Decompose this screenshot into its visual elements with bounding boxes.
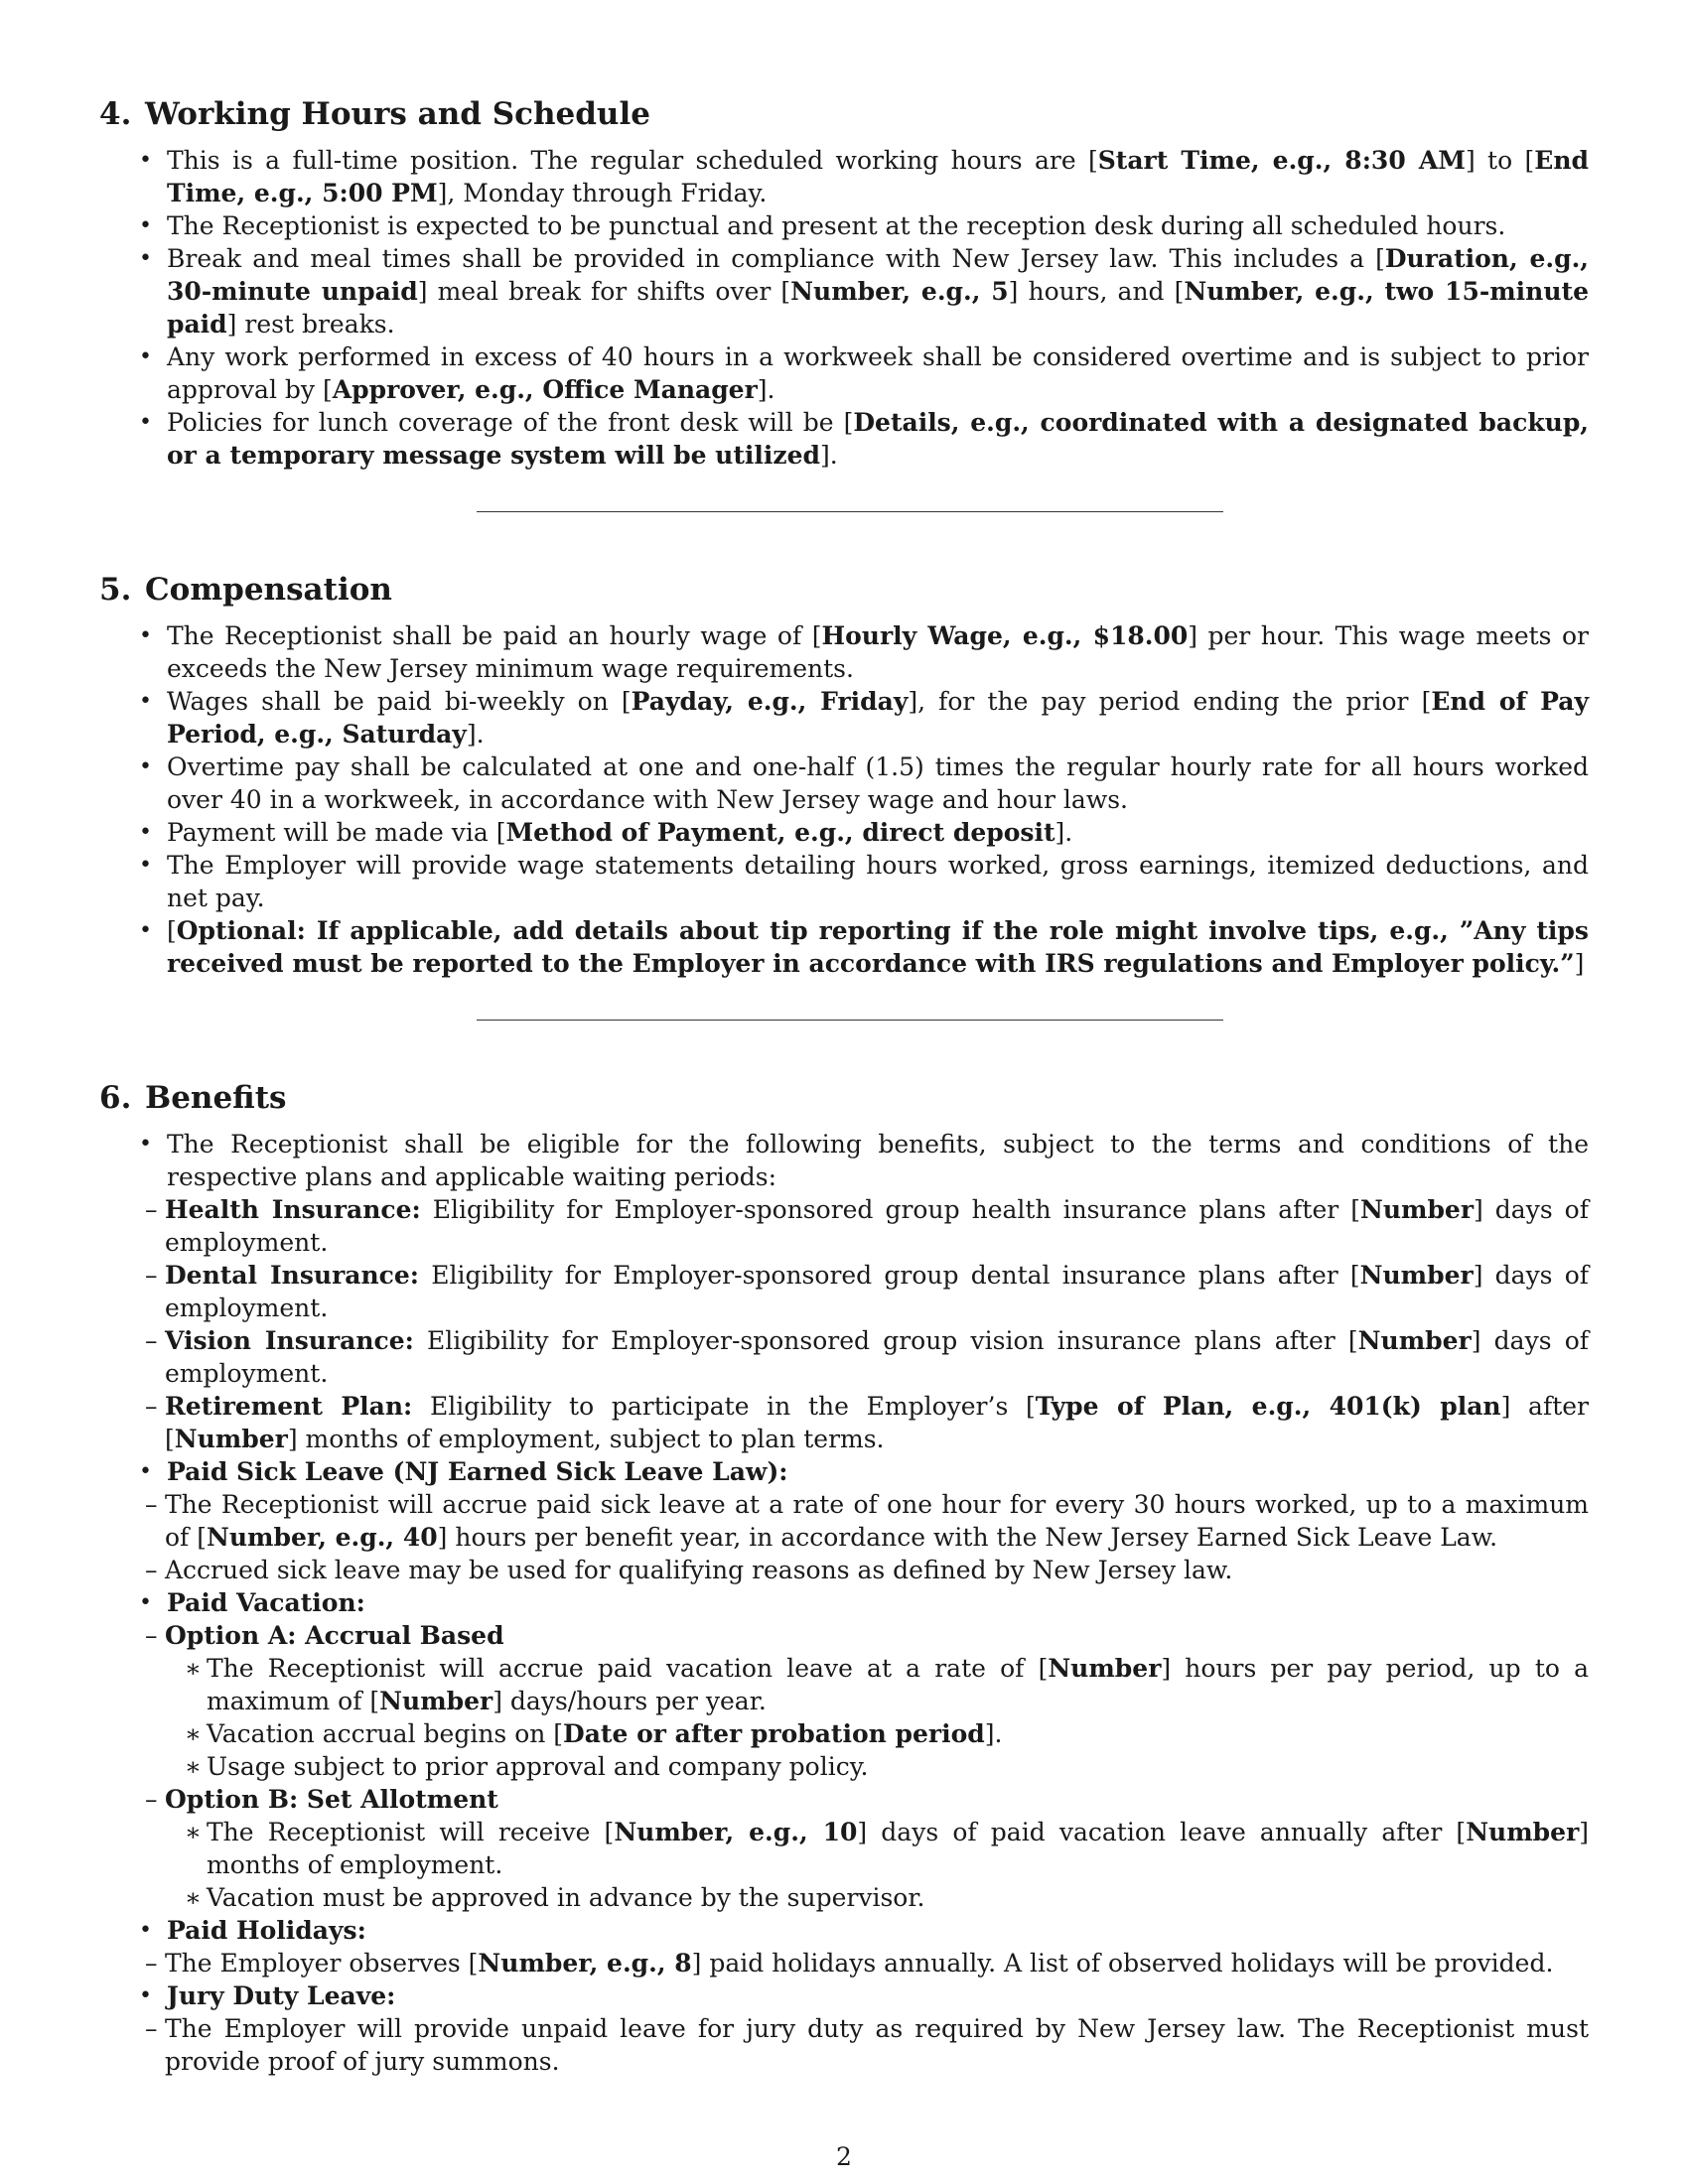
bold-text: Optional: If applicable, add details about tip reporting if the role might involve tips, e.g., ”Any tips received must be reported to the Employer in accordance with IRS regulations and Employer policy.”: [167, 916, 1589, 978]
text: Overtime pay shall be calculated at one and one-half (1.5) times the regular hourly rate for all hours worked over 40 in a workweek, in accordance with New Jersey wage and hour laws.: [167, 752, 1589, 814]
text: Vacation must be approved in advance by the supervisor.: [207, 1883, 925, 1912]
section-benefits: [99, 1078, 1589, 2078]
section-working-hours: [99, 94, 1589, 512]
text: ] paid holidays annually. A list of observed holidays will be provided.: [691, 1949, 1554, 1978]
list-item: [99, 242, 1589, 341]
text: Vacation accrual begins on [: [207, 1719, 564, 1748]
sub-sub-list: [155, 1816, 1589, 1914]
bullet-list: [99, 1128, 1589, 2078]
text: This is a full-time position. The regular scheduled working hours are [: [167, 146, 1098, 175]
list-item: [103, 1488, 1589, 1554]
text: ] months of employment.: [207, 1818, 1590, 1879]
list-item-jury-duty: [99, 1979, 1589, 2078]
text: Benefits: [145, 1080, 287, 1116]
bold-text: Number: [379, 1687, 493, 1715]
sub-list: [105, 1488, 1589, 1586]
text: The Receptionist is expected to be punctual and present at the reception desk during all scheduled hours.: [167, 211, 1506, 240]
text: Eligibility to participate in the Employer’s [: [412, 1392, 1036, 1421]
list-item: [99, 751, 1589, 816]
bold-text: Number: [1048, 1654, 1162, 1683]
text: Any work performed in excess of 40 hours in a workweek shall be considered overtime and is subject to prior approval by [: [167, 342, 1589, 404]
section-heading: [99, 1078, 1589, 1118]
list-item-health-insurance: [103, 1193, 1589, 1259]
text: ] to [: [1465, 146, 1535, 175]
list-item-sick-leave: [99, 1455, 1589, 1586]
list-item: [99, 914, 1589, 980]
list-item: [99, 685, 1589, 751]
bold-text: Jury Duty Leave:: [167, 1981, 396, 2010]
text: Wages shall be paid bi-weekly on [: [167, 687, 632, 716]
list-item: [99, 849, 1589, 914]
bold-text: Health Insurance:: [165, 1195, 421, 1224]
bold-text: Number: [1466, 1818, 1580, 1846]
bold-text: Number, e.g., 8: [478, 1949, 692, 1978]
text: The Employer observes [: [165, 1949, 479, 1978]
page-number: 2: [836, 2142, 852, 2171]
text: ], Monday through Friday.: [437, 179, 768, 207]
section-compensation: [99, 570, 1589, 1021]
bold-text: Date or after probation period: [563, 1719, 985, 1748]
text: ] meal break for shifts over [: [417, 277, 791, 306]
bold-text: Number, e.g., 40: [207, 1523, 438, 1552]
text: ], for the pay period ending the prior [: [908, 687, 1432, 716]
bold-text: Paid Sick Leave (NJ Earned Sick Leave Law):: [167, 1457, 788, 1486]
text: ]: [1574, 949, 1585, 978]
bold-text: Number: [1357, 1326, 1472, 1355]
bold-text: Payday, e.g., Friday: [631, 687, 909, 716]
list-item: [103, 1947, 1589, 1979]
text: ] after [: [165, 1392, 1590, 1453]
text: ] days/hours per year.: [492, 1687, 767, 1715]
text: The Receptionist will receive [: [207, 1818, 615, 1846]
sub-list: [105, 1193, 1589, 1455]
list-item: [99, 619, 1589, 685]
text: ] hours per pay period, up to a maximum of [: [207, 1654, 1589, 1715]
sub-sub-list: [155, 1652, 1589, 1783]
list-item-option-a: [103, 1619, 1589, 1783]
text: ] days of employment.: [165, 1326, 1590, 1388]
bold-text: Option A: Accrual Based: [165, 1621, 504, 1650]
text: ] rest breaks.: [226, 310, 395, 339]
list-item: [103, 2012, 1589, 2078]
text: The Employer will provide wage statements detailing hours worked, gross earnings, itemized deductions, and net pay.: [167, 851, 1589, 912]
bold-text: Start Time, e.g., 8:30 AM: [1097, 146, 1466, 175]
bold-text: Details, e.g., coordinated with a designated backup, or a temporary message system will be utilized: [167, 408, 1590, 470]
text: ] days of employment.: [165, 1261, 1590, 1322]
list-item-vacation: [99, 1586, 1589, 1914]
bold-text: Paid Holidays:: [167, 1916, 366, 1945]
text: 6.: [99, 1080, 132, 1116]
sub-list: [105, 2012, 1589, 2078]
bullet-list: [99, 144, 1589, 472]
bold-text: Hourly Wage, e.g., $18.00: [821, 621, 1189, 650]
list-item: [99, 1128, 1589, 1455]
text: Working Hours and Schedule: [145, 96, 650, 132]
bold-text: Type of Plan, e.g., 401(k) plan: [1035, 1392, 1501, 1421]
text: Accrued sick leave may be used for qualifying reasons as defined by New Jersey law.: [165, 1556, 1233, 1584]
list-item: [99, 341, 1589, 406]
text: The Receptionist will accrue paid vacation leave at a rate of [: [207, 1654, 1049, 1683]
bold-text: Dental Insurance:: [165, 1261, 419, 1290]
list-item-dental-insurance: [103, 1259, 1589, 1324]
list-item-retirement-plan: [103, 1390, 1589, 1455]
bold-text: End Time, e.g., 5:00 PM: [167, 146, 1590, 207]
list-item: [103, 1554, 1589, 1586]
text: Eligibility for Employer-sponsored group dental insurance plans after [: [419, 1261, 1360, 1290]
list-item-option-b: [103, 1783, 1589, 1914]
bold-text: End of Pay Period, e.g., Saturday: [167, 687, 1589, 749]
bold-text: Number, e.g., 10: [614, 1818, 858, 1846]
text: Break and meal times shall be provided in compliance with New Jersey law. This includes a [: [167, 244, 1385, 273]
text: The Receptionist shall be paid an hourly wage of [: [167, 621, 822, 650]
text: Eligibility for Employer-sponsored group health insurance plans after [: [420, 1195, 1360, 1224]
text: Eligibility for Employer-sponsored group vision insurance plans after [: [413, 1326, 1358, 1355]
text: The Employer will provide unpaid leave for jury duty as required by New Jersey law. The Receptionist must provide proof of jury summons.: [165, 2014, 1589, 2076]
document-page: [99, 94, 1589, 2078]
bold-text: Number: [174, 1425, 288, 1453]
text: Payment will be made via [: [167, 818, 506, 847]
list-item: [99, 144, 1589, 209]
list-item: [99, 816, 1589, 849]
list-item: [155, 1881, 1589, 1914]
bold-text: Vision Insurance:: [165, 1326, 414, 1355]
bold-text: Retirement Plan:: [165, 1392, 413, 1421]
bold-text: Number, e.g., two 15-minute paid: [167, 277, 1589, 339]
list-item-holidays: [99, 1914, 1589, 1979]
section-heading: [99, 570, 1589, 610]
text: 4.: [99, 96, 132, 132]
section-heading: [99, 94, 1589, 134]
bullet-list: [99, 619, 1589, 980]
sub-list: [105, 1619, 1589, 1914]
list-item: [155, 1816, 1589, 1881]
list-item-vision-insurance: [103, 1324, 1589, 1390]
text: ].: [1055, 818, 1073, 847]
list-item: [155, 1717, 1589, 1750]
text: ].: [984, 1719, 1003, 1748]
bold-text: Number: [1359, 1195, 1475, 1224]
bold-text: Number: [1359, 1261, 1474, 1290]
bold-text: Approver, e.g., Office Manager: [332, 375, 758, 404]
text: 5.: [99, 572, 132, 608]
bold-text: Paid Vacation:: [167, 1588, 365, 1617]
list-item: [99, 406, 1589, 472]
bold-text: Number, e.g., 5: [790, 277, 1009, 306]
list-item: [155, 1652, 1589, 1717]
bold-text: Method of Payment, e.g., direct deposit: [505, 818, 1055, 847]
text: ] per hour. This wage meets or exceeds the New Jersey minimum wage requirements.: [167, 621, 1589, 683]
bold-text: Option B: Set Allotment: [165, 1785, 498, 1814]
list-item: [99, 209, 1589, 242]
text: ] days of employment.: [165, 1195, 1589, 1257]
bold-text: Duration, e.g., 30-minute unpaid: [167, 244, 1589, 306]
text: The Receptionist will accrue paid sick leave at a rate of one hour for every 30 hours worked, up to a maximum of [: [165, 1490, 1589, 1552]
text: ].: [757, 375, 775, 404]
text: The Receptionist shall be eligible for the following benefits, subject to the terms and conditions of the respective plans and applicable waiting periods:: [167, 1130, 1589, 1191]
text: Usage subject to prior approval and company policy.: [207, 1752, 869, 1781]
text: ] hours per benefit year, in accordance with the New Jersey Earned Sick Leave Law.: [437, 1523, 1498, 1552]
text: [: [167, 916, 177, 945]
text: ] days of paid vacation leave annually after [: [857, 1818, 1467, 1846]
text: ] months of employment, subject to plan terms.: [287, 1425, 885, 1453]
text: Policies for lunch coverage of the front desk will be [: [167, 408, 854, 437]
text: ].: [819, 441, 838, 470]
list-item: [155, 1750, 1589, 1783]
text: Compensation: [145, 572, 392, 608]
text: ] hours, and [: [1008, 277, 1185, 306]
sub-list: [105, 1947, 1589, 1979]
text: ].: [466, 720, 485, 749]
